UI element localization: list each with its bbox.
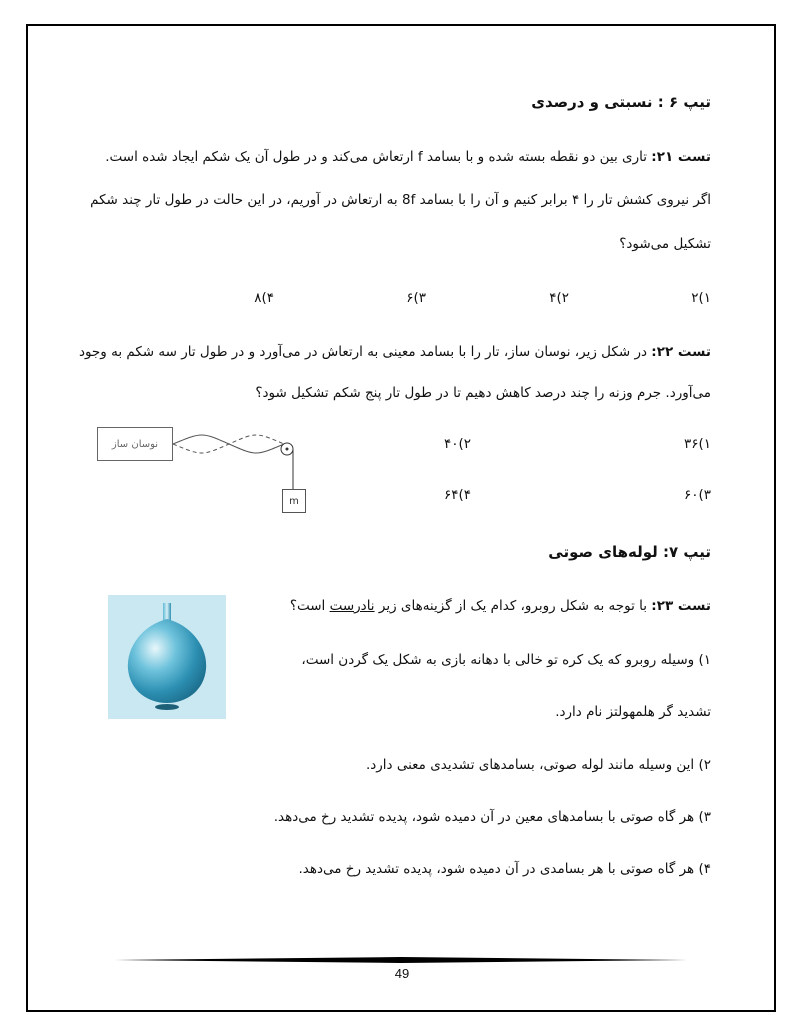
q23-text-underlined: نادرست: [329, 598, 375, 614]
q22-option-2: ۴۰(۲: [443, 436, 471, 452]
page-number: 49: [394, 966, 410, 981]
q21-option-2: ۴(۲: [549, 290, 569, 306]
q23-option-4: ۴) هر گاه صوتی با هر بسامدی در آن دمیده شود، پدیده تشدید رخ می‌دهد.: [298, 861, 711, 877]
q22-line2: می‌آورد. جرم وزنه را چند درصد کاهش دهیم تا در طول تار پنج شکم تشکیل شود؟: [255, 385, 711, 401]
q22-option-3: ۶۰(۳: [683, 487, 711, 503]
q21-line1: [105, 149, 711, 165]
helmholtz-resonator-image: [108, 595, 226, 719]
q22-text1: در شکل زیر، نوسان ساز، تار را با بسامد معینی به ارتعاش در می‌آورد و در طول تار سه شکم به وجود: [78, 344, 647, 360]
q23-option-2: ۲) این وسیله مانند لوله صوتی، بسامدهای تشدیدی معنی دارد.: [365, 757, 711, 773]
q23-option-1-line1: ۱) وسیله روبرو که یک کره تو خالی با دهانه بازی به شکل یک گردن است،: [301, 652, 711, 668]
q22-line1: [79, 344, 711, 360]
q21-option-1: ۲(۱: [691, 290, 711, 306]
string-wave-diagram: [172, 430, 302, 494]
oscillator-box: نوسان ساز: [97, 427, 173, 461]
q21-line2: اگر نیروی کشش تار را ۴ برابر کنیم و آن را با بسامد 8f به ارتعاش در آوریم، در این حالت در طول تار چند شکم: [90, 192, 711, 208]
q23-label: تست ۲۳:: [651, 598, 711, 614]
q23-option-3: ۳) هر گاه صوتی با بسامدهای معین در آن دمیده شود، پدیده تشدید رخ می‌دهد.: [273, 809, 711, 825]
q21-option-3: ۶(۳: [406, 290, 426, 306]
q21-line3: تشکیل می‌شود؟: [619, 236, 711, 252]
q21-text1: تاری بین دو نقطه بسته شده و با بسامد f ارتعاش می‌کند و در طول آن یک شکم ایجاد شده است.: [105, 149, 647, 165]
q22-label: تست ۲۲:: [651, 344, 711, 360]
q21-label: تست ۲۱:: [651, 149, 711, 165]
q21-option-4: ۸(۴: [254, 290, 274, 306]
q23-question: [290, 598, 711, 614]
q23-text-post: است؟: [289, 598, 326, 614]
footer-rule: [114, 957, 688, 963]
section-heading-tip6: تیپ ۶ : نسبتی و درصدی: [531, 93, 711, 111]
q23-option-1-line2: تشدید گر هلمهولتز نام دارد.: [555, 704, 711, 720]
section-heading-tip7: تیپ ۷: لوله‌های صوتی: [548, 543, 711, 561]
q23-text-pre: با توجه به شکل روبرو، کدام یک از گزینه‌های زیر: [378, 598, 647, 614]
q22-option-4: ۶۴(۴: [443, 487, 471, 503]
q22-option-1: ۳۶(۱: [683, 436, 711, 452]
mass-block: m: [282, 489, 306, 513]
